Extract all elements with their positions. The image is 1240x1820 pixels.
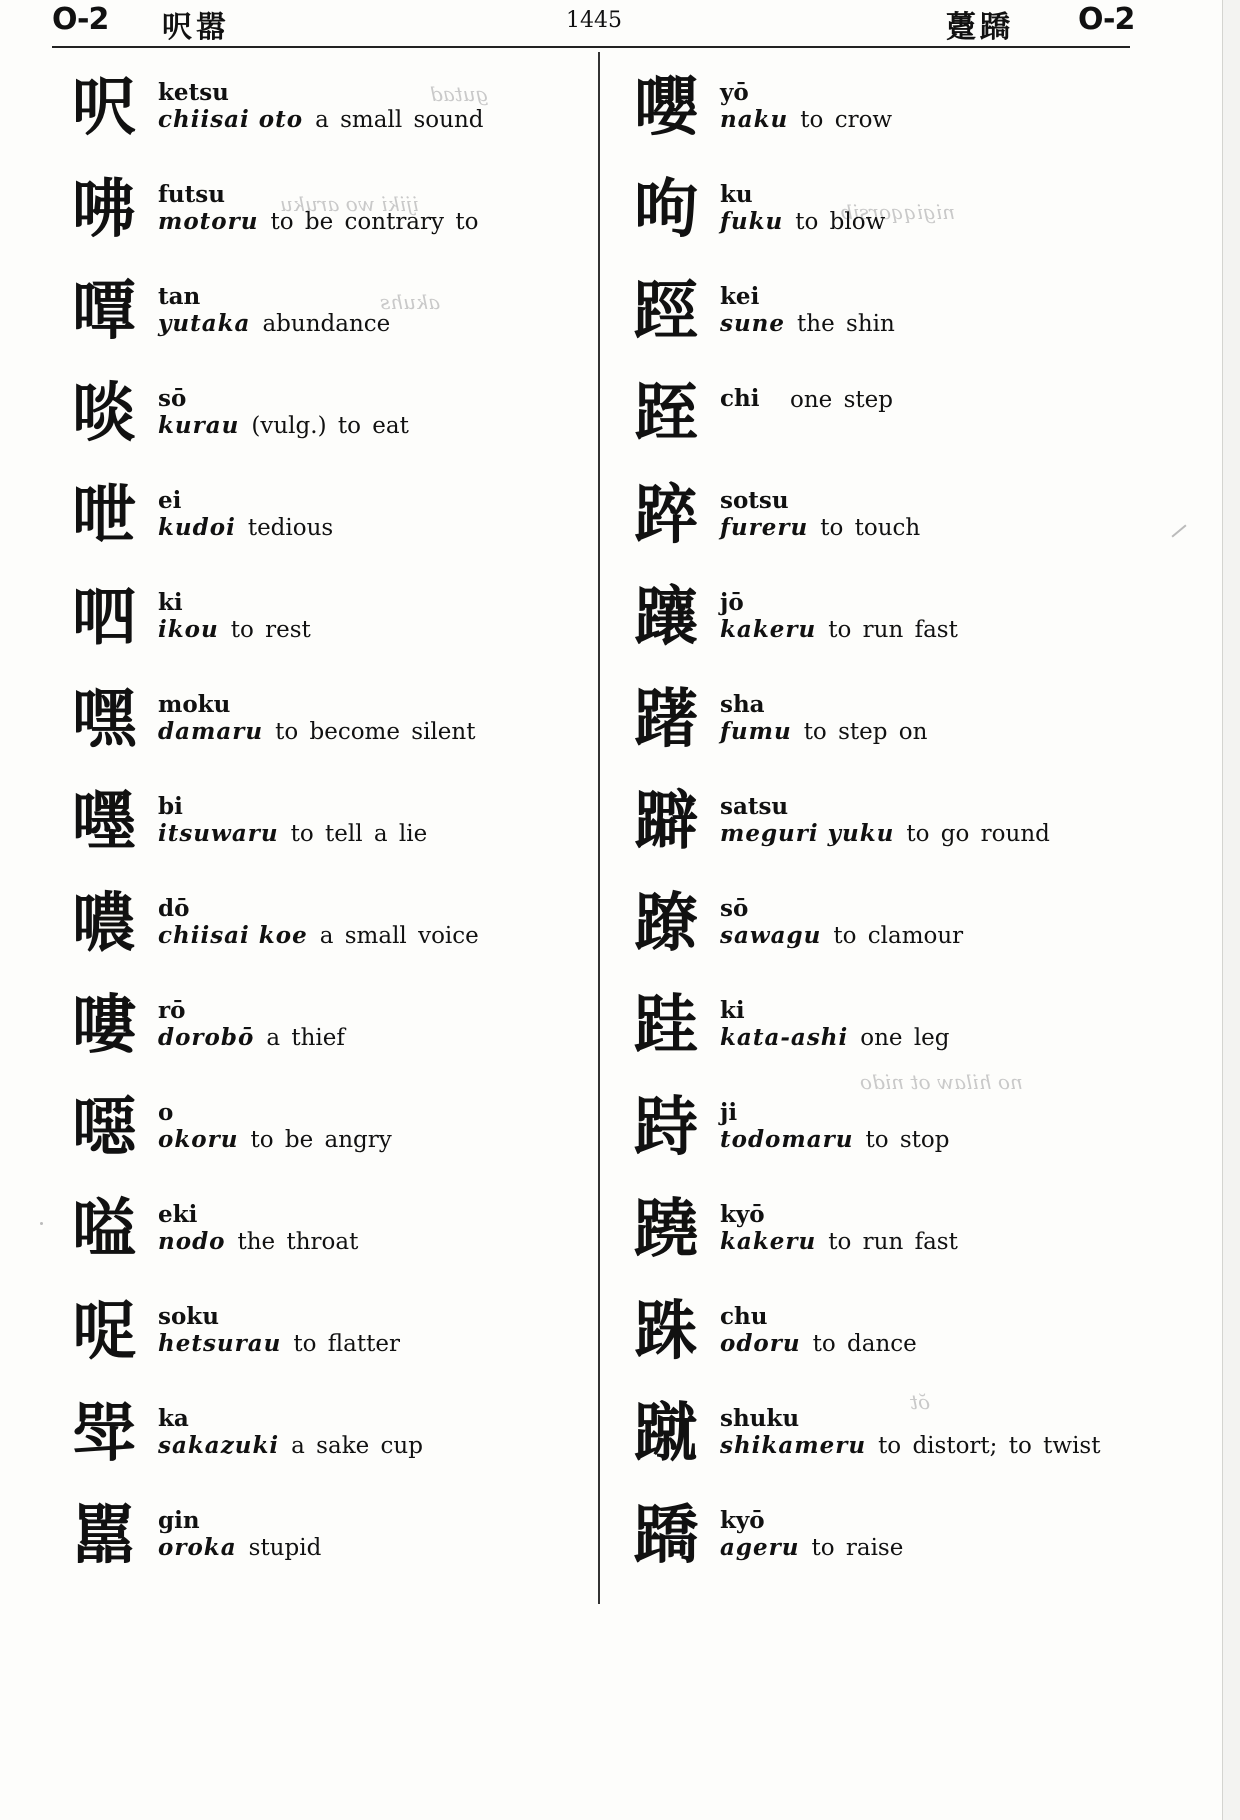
dictionary-entry xyxy=(58,882,578,984)
entry-definition-line xyxy=(720,310,895,338)
entry-definition-line xyxy=(158,1330,400,1358)
entry-japanese-word: ikou xyxy=(158,616,219,643)
dictionary-entry xyxy=(58,474,578,576)
entry-english-gloss: to rest xyxy=(230,617,311,643)
page-number: 1445 xyxy=(566,8,622,33)
entry-definition-line xyxy=(720,1534,903,1562)
dictionary-entry xyxy=(58,1290,578,1392)
entry-definition-line xyxy=(720,514,920,542)
entry-kanji: 嚶 xyxy=(634,71,698,145)
entry-kanji: 嘍 xyxy=(72,989,136,1063)
entry-japanese-word: ageru xyxy=(720,1534,800,1561)
entry-kanji: 啖 xyxy=(72,377,136,451)
entry-reading: sō xyxy=(158,385,187,412)
entry-reading: yō xyxy=(720,79,749,106)
entry-japanese-word: naku xyxy=(720,106,789,133)
entry-english-gloss: to flatter xyxy=(293,1331,400,1357)
entry-definition-line xyxy=(158,106,483,134)
entry-english-gloss: to crow xyxy=(800,107,893,133)
entry-kanji: 蹴 xyxy=(634,1397,698,1471)
entry-english-gloss: a sake cup xyxy=(291,1433,423,1459)
entry-kanji: 斝 xyxy=(72,1397,136,1471)
entry-japanese-word: shikameru xyxy=(720,1432,867,1459)
bleed-through-mark: gutad xyxy=(430,82,489,106)
bleed-through-mark: akuhs xyxy=(380,290,441,314)
entry-japanese-word: fumu xyxy=(720,718,792,745)
entry-english-gloss: to raise xyxy=(811,1535,904,1561)
entry-english-gloss: one leg xyxy=(860,1025,950,1051)
entry-reading: ketsu xyxy=(158,79,229,106)
dictionary-entry xyxy=(58,1086,578,1188)
entry-definition-line xyxy=(720,208,885,236)
entry-japanese-word: kata-ashi xyxy=(720,1024,849,1051)
dictionary-entry xyxy=(58,372,578,474)
entry-english-gloss: to dance xyxy=(812,1331,917,1357)
entry-kanji: 呎 xyxy=(72,71,136,145)
entry-reading: sō xyxy=(720,895,749,922)
entry-kanji: 呬 xyxy=(72,581,136,655)
entry-kanji: 踁 xyxy=(634,275,698,349)
entry-reading: sotsu xyxy=(720,487,789,514)
entry-english-gloss: to be angry xyxy=(250,1127,392,1153)
dictionary-entry xyxy=(58,1188,578,1290)
entry-japanese-word: kakeru xyxy=(720,1228,817,1255)
entry-kanji: 嘾 xyxy=(72,275,136,349)
entry-definition-line xyxy=(158,718,475,746)
entry-kanji: 呴 xyxy=(634,173,698,247)
header-left-code: O-2 xyxy=(52,2,109,37)
dictionary-entry xyxy=(620,1494,1140,1596)
entry-english-gloss: to tell a lie xyxy=(290,821,428,847)
entry-english-gloss: to run fast xyxy=(828,1229,958,1255)
entry-english-gloss: to distort; to twist xyxy=(878,1433,1101,1459)
entry-reading: kei xyxy=(720,283,760,310)
entry-japanese-word: sakazuki xyxy=(158,1432,280,1459)
entry-reading: ka xyxy=(158,1405,189,1432)
entry-definition-line xyxy=(158,514,333,542)
entry-definition-line xyxy=(720,820,1050,848)
entry-japanese-word: fuku xyxy=(720,208,784,235)
entry-english-gloss: to touch xyxy=(820,515,921,541)
dictionary-entry xyxy=(620,1188,1140,1290)
entry-kanji: 咈 xyxy=(72,173,136,247)
dictionary-entry xyxy=(620,1086,1140,1188)
entry-reading: kyō xyxy=(720,1507,765,1534)
entry-definition-line xyxy=(158,208,478,236)
dictionary-entry xyxy=(620,576,1140,678)
entry-kanji: 躟 xyxy=(634,581,698,655)
entry-english-gloss: a small sound xyxy=(315,107,484,133)
entry-kanji: 蹺 xyxy=(634,1193,698,1267)
header-right-guide-characters: 躉蹻 xyxy=(946,10,1014,45)
dictionary-entry xyxy=(58,66,578,168)
entry-japanese-word: okoru xyxy=(158,1126,239,1153)
entry-kanji: 呭 xyxy=(72,479,136,553)
entry-english-gloss: (vulg.) to eat xyxy=(251,413,409,439)
entry-kanji: 跱 xyxy=(634,1091,698,1165)
entry-japanese-word: dorobō xyxy=(158,1024,255,1051)
paper-fleck xyxy=(40,1222,43,1225)
entry-japanese-word: sawagu xyxy=(720,922,822,949)
entry-reading: moku xyxy=(158,691,231,718)
entry-definition-line xyxy=(158,820,427,848)
column-divider xyxy=(598,52,600,1604)
entry-japanese-word: motoru xyxy=(158,208,259,235)
entry-reading: sha xyxy=(720,691,765,718)
entry-kanji: 嚜 xyxy=(72,785,136,859)
entry-english-gloss: abundance xyxy=(262,311,391,337)
entry-japanese-word: yutaka xyxy=(158,310,251,337)
left-column xyxy=(58,66,578,1596)
entry-definition-line xyxy=(158,922,479,950)
entry-english-gloss: to run fast xyxy=(828,617,958,643)
entry-definition-line xyxy=(158,1126,392,1154)
dictionary-entry xyxy=(58,270,578,372)
entry-kanji: 跬 xyxy=(634,989,698,1063)
entry-japanese-word: hetsurau xyxy=(158,1330,282,1357)
entry-english-gloss: to go round xyxy=(906,821,1050,847)
entry-japanese-word: kakeru xyxy=(720,616,817,643)
entry-kanji: 跮 xyxy=(634,377,698,451)
entry-reading: chu xyxy=(720,1303,768,1330)
entry-definition-line xyxy=(720,718,927,746)
entry-definition-line xyxy=(720,922,963,950)
entry-english-gloss: one step xyxy=(790,387,893,413)
entry-reading: ki xyxy=(158,589,183,616)
dictionary-entry xyxy=(620,1392,1140,1494)
entry-definition-line xyxy=(720,1024,950,1052)
entry-japanese-word: itsuwaru xyxy=(158,820,279,847)
entry-kanji: 蹽 xyxy=(634,887,698,961)
entry-english-gloss: to step on xyxy=(803,719,928,745)
entry-english-gloss: to stop xyxy=(865,1127,950,1153)
entry-kanji: 嚚 xyxy=(72,1499,136,1573)
entry-kanji: 躃 xyxy=(634,785,698,859)
entry-english-gloss: a thief xyxy=(266,1025,345,1051)
entry-reading: gin xyxy=(158,1507,200,1534)
entry-kanji: 踤 xyxy=(634,479,698,553)
entry-english-gloss: tedious xyxy=(247,515,334,541)
entry-japanese-word: oroka xyxy=(158,1534,237,1561)
dictionary-entry xyxy=(620,780,1140,882)
bleed-through-mark: ijiki wo aruku xyxy=(280,192,419,216)
entry-english-gloss: to clamour xyxy=(833,923,964,949)
entry-japanese-word: fureru xyxy=(720,514,809,541)
entry-english-gloss: a small voice xyxy=(319,923,479,949)
dictionary-entry xyxy=(620,882,1140,984)
right-column xyxy=(620,66,1140,1596)
entry-reading: soku xyxy=(158,1303,219,1330)
entry-definition-line xyxy=(158,1432,423,1460)
entry-japanese-word: sune xyxy=(720,310,786,337)
entry-japanese-word: kurau xyxy=(158,412,240,439)
entry-english-gloss: the shin xyxy=(797,311,895,337)
header-left-guide-characters: 呎嚣 xyxy=(162,10,230,45)
dictionary-entry xyxy=(58,1392,578,1494)
entry-reading: ei xyxy=(158,487,182,514)
entry-kanji: 噁 xyxy=(72,1091,136,1165)
entry-definition-line xyxy=(158,310,390,338)
dictionary-entry xyxy=(620,372,1140,474)
entry-definition-line xyxy=(790,386,893,414)
entry-kanji: 嘿 xyxy=(72,683,136,757)
entry-reading: ki xyxy=(720,997,745,1024)
entry-reading: bi xyxy=(158,793,183,820)
entry-definition-line xyxy=(720,1432,1100,1460)
bleed-through-mark: nigiqqorsib xyxy=(840,200,956,224)
dictionary-entry xyxy=(620,474,1140,576)
entry-kanji: 躇 xyxy=(634,683,698,757)
entry-english-gloss: the throat xyxy=(237,1229,359,1255)
entry-reading: shuku xyxy=(720,1405,800,1432)
dictionary-entry xyxy=(620,168,1140,270)
entry-definition-line xyxy=(720,616,958,644)
dictionary-entry xyxy=(620,270,1140,372)
entry-reading: eki xyxy=(158,1201,198,1228)
entry-english-gloss: to become silent xyxy=(275,719,476,745)
dictionary-entry xyxy=(58,576,578,678)
entry-japanese-word: meguri yuku xyxy=(720,820,895,847)
dictionary-entry xyxy=(620,678,1140,780)
entry-reading: satsu xyxy=(720,793,789,820)
entry-reading: o xyxy=(158,1099,174,1126)
entry-reading: tan xyxy=(158,283,201,310)
dictionary-entry xyxy=(620,984,1140,1086)
entry-definition-line xyxy=(158,412,409,440)
dictionary-entry xyxy=(620,66,1140,168)
entry-reading: ji xyxy=(720,1099,738,1126)
paper-fleck xyxy=(1171,524,1186,537)
entry-definition-line xyxy=(158,1024,345,1052)
dictionary-entry xyxy=(58,168,578,270)
entry-english-gloss: to blow xyxy=(795,209,886,235)
dictionary-entry xyxy=(58,1494,578,1596)
entry-definition-line xyxy=(720,1228,958,1256)
entry-kanji: 蹻 xyxy=(634,1499,698,1573)
entry-japanese-word: kudoi xyxy=(158,514,236,541)
entry-english-gloss: to be contrary to xyxy=(270,209,479,235)
header-rule xyxy=(52,46,1130,48)
entry-reading: rō xyxy=(158,997,186,1024)
entry-definition-line xyxy=(720,106,892,134)
entry-reading: kyō xyxy=(720,1201,765,1228)
page-edge xyxy=(1222,0,1240,1820)
entry-kanji: 跦 xyxy=(634,1295,698,1369)
entry-reading: ku xyxy=(720,181,753,208)
bleed-through-mark: ŏt xyxy=(910,1390,931,1414)
entry-japanese-word: chiisai oto xyxy=(158,106,304,133)
entry-reading: jō xyxy=(720,589,744,616)
entry-japanese-word: todomaru xyxy=(720,1126,854,1153)
entry-japanese-word: nodo xyxy=(158,1228,226,1255)
dictionary-entry xyxy=(58,678,578,780)
entry-definition-line xyxy=(720,1126,950,1154)
entry-english-gloss: stupid xyxy=(248,1535,322,1561)
entry-reading: futsu xyxy=(158,181,225,208)
entry-kanji: 嗌 xyxy=(72,1193,136,1267)
header-right-code: O-2 xyxy=(1078,2,1135,37)
entry-reading: dō xyxy=(158,895,190,922)
entry-japanese-word: odoru xyxy=(720,1330,801,1357)
entry-kanji: 哫 xyxy=(72,1295,136,1369)
entry-reading: chi xyxy=(720,385,760,412)
dictionary-entry xyxy=(58,780,578,882)
bleed-through-mark: no hilaw ot nido xyxy=(860,1070,1023,1094)
dictionary-entry xyxy=(620,1290,1140,1392)
entry-definition-line xyxy=(158,616,311,644)
entry-kanji: 噥 xyxy=(72,887,136,961)
entry-definition-line xyxy=(720,1330,917,1358)
dictionary-entry xyxy=(58,984,578,1086)
entry-definition-line xyxy=(158,1228,358,1256)
entry-japanese-word: chiisai koe xyxy=(158,922,308,949)
entry-definition-line xyxy=(158,1534,321,1562)
entry-japanese-word: damaru xyxy=(158,718,264,745)
